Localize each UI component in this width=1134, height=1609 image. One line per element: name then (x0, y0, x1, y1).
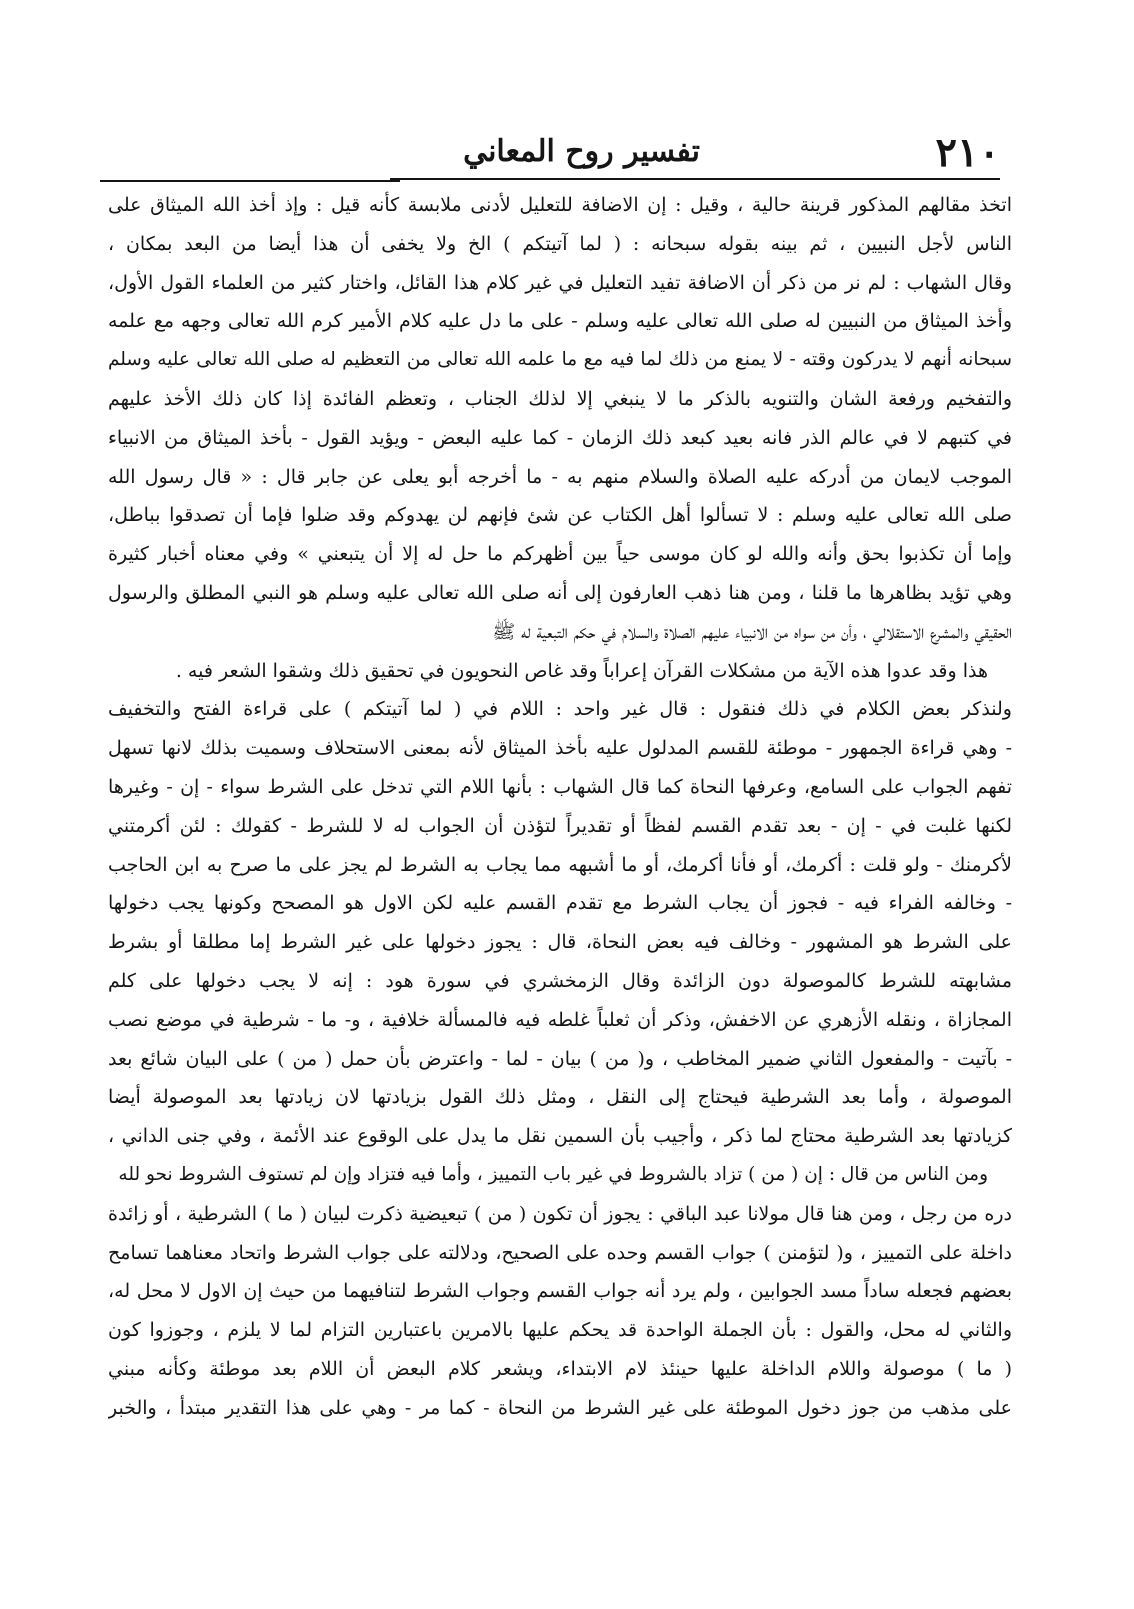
text-line: هذا وقد عدوا هذه الآية من مشكلات القرآن إعراباً وقد غاص النحويون في تحقيق ذلك وشقوا الشعر فيه . (175, 659, 988, 682)
text-line: ومن الناس من قال : إن ( من ) تزاد بالشروط في غير باب التمييز ، وأما فيه فتزاد وإن لم تستوف الشروط نحو لله (118, 1163, 988, 1185)
text-line: - بآتيت - والمفعول الثاني ضمير المخاطب ، و( من ) بيان - لما - واعترض بأن حمل ( من ) على البيان شائع بعد (108, 1047, 1012, 1070)
header-rule (390, 178, 1000, 180)
text-line: الناس لأجل النبيين ، ثم بينه بقوله سبحانه : ( لما آتيتكم ) الخ ولا يخفى أن هذا أيضا من البعد بمكان ، (108, 232, 1012, 255)
text-line: والتفخيم ورفعة الشان والتنويه بالذكر ما لا ينبغي إلا لذلك الجناب ، وتعظم الفائدة إذا كان ذلك الأخذ عليهم (108, 387, 1012, 410)
body-text (108, 186, 1012, 1428)
text-line: كزيادتها بعد الشرطية محتاج لما ذكر ، وأجيب بأن السمين نقل ما يدل على الوقوع عند الأئمة ، وفي جنى الداني ، (108, 1125, 1012, 1148)
text-line: سبحانه أنهم لا يدركون وقته - لا يمنع من ذلك لما فيه مع ما علمه الله تعالى من التعظيم له صلى الله تعالى عليه وسلم (108, 349, 1012, 371)
text-line: على الشرط هو المشهور - وخالف فيه بعض النحاة، قال : يجوز دخولها على غير الشرط إما مطلقا أو بشرط (108, 931, 1012, 954)
text-line: الحقيقي والمشرع الاستقلالي ، وأن من سواه من الانبياء عليهم الصلاة والسلام في حكم التبعية له ﷺ (492, 620, 1012, 643)
text-line: ولنذكر بعض الكلام في ذلك فنقول : قال غير واحد : اللام في ( لما آتيتكم ) على قراءة الفتح والتخفيف (108, 698, 1012, 721)
text-line: على مذهب من جوز دخول الموطئة على غير الشرط من النحاة - كما مر - وهي على هذا التقدير مبتدأ ، والخبر (108, 1396, 1012, 1419)
text-line: اتخذ مقالهم المذكور قرينة حالية ، وقيل : إن الاضافة للتعليل لأدنى ملابسة كأنه قيل : وإذ أخذ الله الميثاق على (108, 194, 1012, 216)
text-line: وقال الشهاب : لم نر من ذكر أن الاضافة تفيد التعليل في غير كلام هذا القائل، واختار كثير من العلماء القول الأول، (108, 271, 1012, 294)
text-line: - وخالفه الفراء فيه - فجوز أن يجاب الشرط مع تقدم القسم عليه لكن الاول هو المصحح وكونها يجب دخولها (108, 892, 1012, 915)
text-line: وأخذ الميثاق من النبيين له صلى الله تعالى عليه وسلم - على ما دل عليه كلام الأمير كرم الله تعالى وجهه مع علمه (108, 310, 1012, 333)
text-line: مشابهته للشرط كالموصولة دون الزائدة وقال الزمخشري في سورة هود : إنه لا يجب دخولها على كلم (108, 969, 1012, 992)
text-line: لأكرمنك - ولو قلت : أكرمك، أو فأنا أكرمك، أو ما أشبهه مما يجاب به الشرط لم يجز على ما صرح به ابن الحاجب (108, 853, 1012, 876)
text-line: الموصولة ، وأما بعد الشرطية فيحتاج إلى النقل ، ومثل ذلك القول بزيادتها لان زيادتها بعد الموصولة أيضا (108, 1086, 1012, 1109)
text-line: - وهي قراءة الجمهور - موطئة للقسم المدلول عليه بأخذ الميثاق لأنه بمعنى الاستحلاف وسميت بذلك لانها تسهل (108, 737, 1012, 760)
text-line: وإما أن تكذبوا بحق وأنه والله لو كان موسى حياً بين أظهركم ما حل له إلا أن يتبعني » وفي معناه أخبار كثيرة (108, 543, 1012, 566)
page-number: ٢١٠ (935, 129, 1000, 176)
page-header (100, 126, 1000, 182)
header-rule (100, 180, 400, 182)
running-title: تفسير روح المعاني (463, 134, 700, 169)
text-line: صلى الله تعالى عليه وسلم : لا تسألوا أهل الكتاب عن شئ فإنهم لن يهدوكم وقد ضلوا فإما أن تصدقوا بباطل، (108, 504, 1012, 527)
text-line: المجازاة ، ونقله الأزهري عن الاخفش، وذكر أن ثعلباً غلطه فيه فالمسألة خلافية ، و- ما - شرطية في موضع نصب (108, 1008, 1012, 1031)
text-line: ( ما ) موصولة واللام الداخلة عليها حينئذ لام الابتداء، ويشعر كلام البعض أن اللام بعد موطئة وكأنه مبني (108, 1357, 1012, 1380)
text-line: وهي تؤيد بظاهرها ما قلنا ، ومن هنا ذهب العارفون إلى أنه صلى الله تعالى عليه وسلم هو النبي المطلق والرسول (108, 581, 1012, 604)
text-line: في كتبهم لا في عالم الذر فانه بعيد كبعد ذلك الزمان - كما عليه البعض - ويؤيد القول - بأخذ الميثاق من الانبياء (108, 426, 1012, 449)
text-line: تفهم الجواب على السامع، وعرفها النحاة كما قال الشهاب : بأنها اللام التي تدخل على الشرط سواء - إن - وغيرها (108, 775, 1012, 798)
text-line: دره من رجل ، ومن هنا قال مولانا عبد الباقي : يجوز أن تكون ( من ) تبعيضية ذكرت لبيان ( ما ) الشرطية ، أو زائدة (108, 1202, 1012, 1225)
text-line: والثاني له محل، والقول : بأن الجملة الواحدة قد يحكم عليها بالامرين باعتبارين التزام لما لا يلزم ، وجوزوا كون (108, 1319, 1012, 1342)
text-line: بعضهم فجعله ساداً مسد الجوابين ، ولم يرد أنه جواب القسم وجواب الشرط لتنافيهما من حيث إن الاول لا محل له، (108, 1280, 1012, 1303)
text-line: داخلة على التمييز ، و( لتؤمنن ) جواب القسم وحده على الصحيح، ودلالته على جواب الشرط واتحاد معناهما تسامح (108, 1241, 1012, 1264)
text-line: لكنها غلبت في - إن - بعد تقدم القسم لفظاً أو تقديراً لتؤذن أن الجواب له لا للشرط - كقولك : لئن أكرمتني (108, 814, 1012, 837)
text-line: الموجب لايمان من أدركه عليه الصلاة والسلام منهم به - ما أخرجه أبو يعلى عن جابر قال : « قال رسول الله (108, 465, 1012, 488)
